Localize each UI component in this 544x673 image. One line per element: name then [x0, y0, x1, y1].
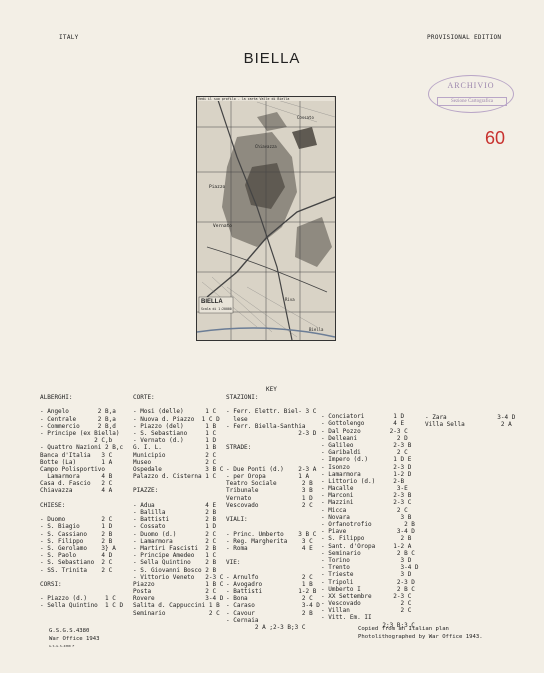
legend-entry: - Piave 3-4 D — [321, 528, 415, 536]
legend-entry: - Umberto I 2 B C — [321, 585, 415, 593]
footer-left-3: G.S.G.S.4380 F — [49, 644, 75, 648]
legend-entry — [226, 552, 320, 559]
legend-entry: - Balilla 2 B — [133, 509, 217, 516]
legend-entry: - per Oropa 1 A — [226, 473, 310, 481]
legend-entry: Tribunale 3 B — [226, 487, 313, 495]
legend-entry: - Gottolengo 4 E — [321, 420, 405, 428]
legend-entry: - Isonzo 2-3 D — [321, 463, 412, 471]
legend-entry: Palazzo d. Cisterna 1 C — [133, 473, 217, 481]
legend-entry: - Garibaldi 2 C — [321, 449, 408, 457]
legend-entry: - Battisti 1-2 B — [226, 588, 317, 596]
legend-entry: - XX Settembre 2-3 C — [321, 592, 412, 600]
legend-entry: - Marconi 2-3 B — [321, 492, 412, 500]
legend-entry: - Duomo (d.) 2 C — [133, 530, 217, 538]
map-top-text: Vedi il suo profilo - la carta Valle di Biella — [198, 97, 334, 101]
footer-left-2: War Office 1943 — [49, 636, 100, 642]
legend-entry: Villa Sella 2 A — [425, 421, 512, 429]
legend-entry: - Avogadro 1 B — [226, 580, 313, 588]
legend-entry: lese — [226, 415, 248, 423]
legend-entry: Botte (La) 1 A — [40, 458, 113, 466]
legend-entry — [226, 437, 320, 444]
legend-entry: - Duomo 2 C — [40, 516, 113, 524]
legend-entry: - Dal Pozzo 2-3 C — [321, 427, 408, 435]
map-label-cossato: Cossato — [297, 115, 314, 120]
legend-entry: - SS. Trinita 2 C — [40, 566, 113, 574]
legend-entry: - Roma 4 E — [226, 544, 313, 552]
legend-entry: - Cernaia — [226, 616, 259, 624]
legend-entry: - Vernato (d.) 1 D — [133, 437, 217, 445]
legend-entry: - Seminario 2 B C — [321, 549, 415, 557]
legend-entry: - Commercio 2 B,d — [40, 422, 116, 430]
legend-entry: - Littorio (d.) 2-B — [321, 477, 405, 485]
legend-entry: - Vitt. Em. II — [321, 614, 372, 622]
legend-entry: - Conciatori 1 D — [321, 413, 405, 421]
legend-entry: VIE: — [226, 559, 241, 567]
legend-entry: Chiavazza 4 A — [40, 487, 113, 495]
legend-entry: - Piazzo (d.) 1 C — [40, 595, 116, 603]
legend-entry: - Impero (d.) 1 D E — [321, 456, 412, 464]
legend-entry: Rovere 3-4 D — [133, 595, 224, 603]
legend-entry: - Martiri Fascisti 2 B — [133, 544, 217, 552]
legend-entry: - Caraso 3-4 D — [226, 602, 320, 610]
legend-entry — [226, 452, 320, 459]
legend-entry — [40, 509, 123, 516]
map-label-piazzo: Piazzo — [209, 185, 226, 190]
legend-entry: Museo 2 C — [133, 458, 217, 466]
legend-entry: Banca d'Italia 3 C — [40, 451, 113, 459]
legend-entry — [40, 401, 123, 408]
legend-entry: Salita d. Cappuccini 1 B — [133, 602, 220, 610]
legend-entry: - Principe (ex Biella) — [40, 429, 120, 437]
legend-entry: Vernato 1 D — [226, 494, 313, 502]
legend-entry: ALBERGHI: — [40, 394, 73, 401]
legend-entry — [40, 588, 123, 595]
legend-entry: - Angelo 2 B,a — [40, 408, 116, 416]
legend-entry: - S. Filippo 2 B — [40, 537, 113, 545]
legend-entry: 2-3 D — [226, 429, 317, 437]
page-title: BIELLA — [243, 50, 301, 67]
footer-right-1: Copied from an Italian plan — [358, 626, 449, 632]
legend-column-4 — [321, 406, 419, 629]
legend-entry: - Centrale 2 B,a — [40, 415, 116, 423]
legend-entry: Lamarmora 4 B — [40, 473, 113, 481]
map-label-chiavazza: Chiavazza — [255, 144, 277, 149]
legend-entry: - S. Filippo 2 B — [321, 535, 412, 543]
legend-entry: STRADE: — [226, 444, 252, 452]
legend-entry: - Principe Amedeo 1 C — [133, 552, 217, 560]
legend-entry — [226, 567, 320, 574]
legend-entry: CORTE: — [133, 394, 155, 401]
legend-entry: - S. Biagio 1 D — [40, 523, 113, 531]
legend-entry: - Battisti 2 B — [133, 516, 217, 524]
legend-entry — [40, 574, 123, 581]
legend-column-2 — [133, 394, 223, 617]
legend-entry: Piazzo 1 B C — [133, 580, 224, 588]
legend-entry — [226, 523, 320, 530]
legend-entry: - Lamarmora 2 C — [133, 537, 217, 545]
legend-entry: - Ferr. Elettr. Biel- 3 C — [226, 408, 317, 416]
legend-entry — [133, 495, 223, 502]
legend-entry: Casa d. Fascio 2 C — [40, 480, 113, 488]
legend-entry: - Sant. d'Oropa 1-2 A — [321, 542, 412, 550]
city-map — [196, 96, 336, 341]
legend-entry: - S. Sebastiano 2 C — [40, 559, 113, 567]
sheet-number: 60 — [485, 128, 506, 148]
legend-entry: - Quattro Nazioni 2 B,c — [40, 444, 124, 452]
legend-entry: Vescovado 2 C — [226, 501, 313, 509]
legend-entry: - Cossato 1 D — [133, 523, 217, 531]
map-label-vernato: Vernato — [213, 224, 232, 229]
legend-entry: Ospedale 3 B C — [133, 465, 224, 473]
legend-entry — [226, 401, 320, 408]
map-name: BIELLA — [201, 299, 223, 305]
map-label-riva: Riva — [285, 297, 295, 302]
legend-entry: - Torino 3 D — [321, 556, 412, 564]
legend-entry: - Mazzini 2-3 C — [321, 499, 412, 507]
legend-entry: - Macalle 3-E — [321, 485, 408, 493]
legend-entry: - Sella Quintino 1 C D — [40, 602, 124, 610]
legend-entry: - Zara 3-4 D — [425, 414, 516, 421]
legend-entry: - Ferr. Biella-Santhia — [226, 422, 306, 430]
map-label-biella: Biella — [309, 327, 324, 332]
map-scale: Scala di 1:20000 — [201, 307, 232, 311]
legend-entry: - S. Paolo 4 D — [40, 552, 113, 560]
legend-entry: - Delleani 2 D — [321, 434, 408, 442]
legend-entry: - Arnulfo 2 C — [226, 573, 313, 581]
legend-entry: - Sella Quintino 2 B — [133, 559, 217, 567]
legend-entry: - Lamarmora 1-2 D — [321, 470, 412, 478]
legend-entry: VIALI: — [226, 516, 248, 524]
legend-entry: STAZIONI: — [226, 394, 259, 401]
legend-entry: - Vittorio Veneto 2-3 C — [133, 573, 224, 581]
legend-column-5 — [425, 414, 515, 428]
legend-column-1 — [40, 394, 123, 610]
legend-entry: - Galileo 2-3 B — [321, 441, 412, 449]
legend-entry: - Adua 4 E — [133, 501, 217, 509]
legend-entry: Posta 2 C — [133, 588, 217, 596]
legend-entry: CORSI: — [40, 580, 62, 588]
stamp-line1: ARCHIVIO — [447, 81, 495, 90]
legend-entry: - Trieste 3 D — [321, 571, 412, 579]
legend-entry: - Princ. Umberto 3 B C — [226, 530, 317, 538]
stamp-line2: Sezione Cartografica — [437, 97, 507, 106]
legend-entry: 2;3 B;3 C — [321, 621, 415, 629]
legend-entry: CHIESE: — [40, 501, 66, 509]
legend-entry — [133, 480, 223, 487]
legend-entry: - Reg. Margherita 3 C — [226, 537, 313, 545]
legend-entry: - Vescovado 2 C — [321, 600, 412, 608]
country-label: ITALY — [59, 34, 79, 41]
key-label: KEY — [266, 386, 277, 393]
legend-entry: 2 C,b — [40, 437, 113, 445]
legend-entry — [226, 509, 320, 516]
legend-entry: - Micca 2 C — [321, 506, 408, 514]
legend-entry: - Orfanotrofio 2 B — [321, 521, 415, 528]
legend-entry — [133, 401, 223, 408]
archive-stamp — [428, 75, 514, 113]
legend-entry: - Nuova d. Piazzo 1 C D — [133, 415, 220, 423]
legend-entry: G. I. L. 1 B — [133, 444, 217, 452]
legend-entry: Municipio 2 C — [133, 451, 217, 459]
legend-entry: - S. Giovanni Bosco 2 B — [133, 566, 217, 574]
legend-entry: - S. Cassiano 2 B — [40, 530, 113, 538]
footer-left-1: G.S.G.S.4380 — [49, 628, 90, 634]
legend-entry: Teatro Sociale 2 B — [226, 480, 313, 488]
legend-entry — [226, 459, 320, 466]
legend-entry: 2 A ;2-3 B;3 C — [226, 624, 306, 631]
legend-entry: - Bona 2 C — [226, 595, 313, 603]
footer-right-2: Photolithographed by War Office 1943. — [358, 634, 483, 640]
legend-entry: - Novara 3 B — [321, 513, 412, 521]
legend-entry: - Mosi (delle) 1 C — [133, 408, 217, 416]
legend-entry: Campo Polisportivo — [40, 465, 106, 473]
legend-entry — [40, 495, 123, 502]
legend-entry: - Piazzo (del) 1 B — [133, 422, 217, 430]
legend-entry: - S. Gerolamo 3} A — [40, 544, 116, 552]
legend-entry: Seminario 2 C — [133, 609, 220, 617]
legend-entry — [321, 406, 419, 413]
edition-label: PROVISIONAL EDITION — [427, 34, 502, 41]
legend-column-3 — [226, 394, 320, 631]
legend-entry: - Due Ponti (d.) 2-3 A — [226, 465, 317, 473]
legend-entry: - Cavour 2 B — [226, 609, 313, 617]
legend-entry: - Trento 3-4 D — [321, 564, 419, 572]
legend-entry: PIAZZE: — [133, 487, 159, 495]
legend-entry: - Tripoli 2-3 D — [321, 578, 415, 586]
legend-entry: - S. Sebastiano 1 C — [133, 429, 217, 437]
legend-entry: - Villan 2 C — [321, 607, 412, 615]
